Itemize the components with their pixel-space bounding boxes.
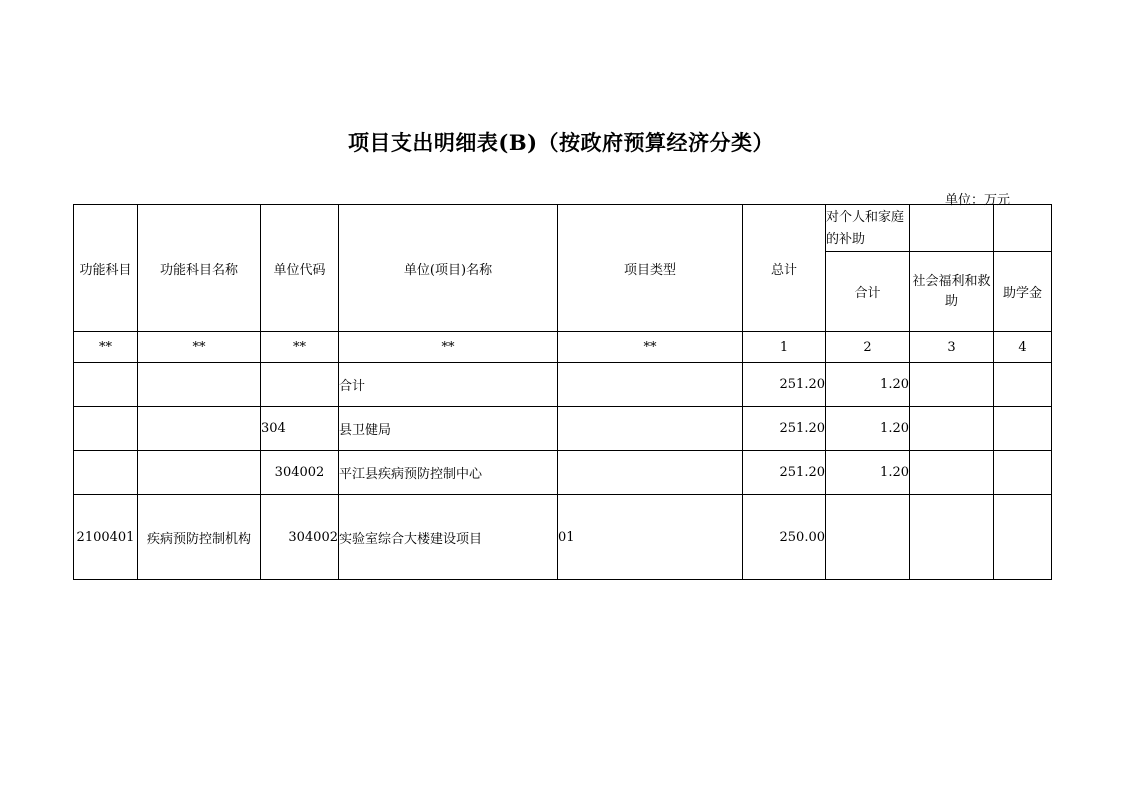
- index-cell: **: [339, 332, 558, 363]
- header-empty-cell: [994, 205, 1052, 252]
- header-social-welfare: 社会福利和救助: [910, 252, 994, 332]
- cell-func-code: [74, 363, 138, 407]
- cell-grant: [994, 451, 1052, 495]
- unit-label: 单位：万元: [945, 193, 1011, 208]
- index-cell: 1: [743, 332, 826, 363]
- header-func-name: 功能科目名称: [138, 205, 261, 332]
- table-row: [74, 363, 1052, 407]
- cell-unit-name: 县卫健局: [339, 407, 558, 451]
- cell-subtotal: 1.20: [826, 363, 910, 407]
- cell-unit-code: 304002: [261, 495, 339, 580]
- header-subtotal: 合计: [826, 252, 910, 332]
- cell-social: [910, 495, 994, 580]
- cell-total: 251.20: [743, 363, 826, 407]
- cell-func-code: 2100401: [74, 495, 138, 580]
- header-empty-cell: [910, 205, 994, 252]
- cell-subtotal: 1.20: [826, 407, 910, 451]
- cell-social: [910, 451, 994, 495]
- cell-func-name: 疾病预防控制机构: [138, 495, 261, 580]
- header-total: 总计: [743, 205, 826, 332]
- index-cell: 3: [910, 332, 994, 363]
- header-unit-code: 单位代码: [261, 205, 339, 332]
- cell-total: 251.20: [743, 407, 826, 451]
- cell-project-type: [558, 407, 743, 451]
- cell-func-code: [74, 407, 138, 451]
- header-func-code: 功能科目: [74, 205, 138, 332]
- cell-project-type: [558, 363, 743, 407]
- cell-subtotal: 1.20: [826, 451, 910, 495]
- header-grant: 助学金: [994, 252, 1052, 332]
- cell-grant: [994, 407, 1052, 451]
- index-cell: 2: [826, 332, 910, 363]
- cell-unit-name: 实验室综合大楼建设项目: [339, 495, 558, 580]
- index-cell: 4: [994, 332, 1052, 363]
- table-row: [74, 451, 1052, 495]
- cell-func-name: [138, 363, 261, 407]
- page-title: 项目支出明细表(B)（按政府预算经济分类）: [347, 130, 775, 155]
- cell-project-type: 01: [558, 495, 743, 580]
- expenditure-table: [73, 204, 1052, 580]
- cell-total: 251.20: [743, 451, 826, 495]
- index-cell: **: [261, 332, 339, 363]
- cell-unit-code: 304002: [261, 451, 339, 495]
- cell-social: [910, 407, 994, 451]
- cell-func-name: [138, 407, 261, 451]
- cell-grant: [994, 495, 1052, 580]
- cell-unit-code: [261, 363, 339, 407]
- header-group-family-subsidy: 对个人和家庭的补助: [826, 205, 910, 252]
- index-cell: **: [558, 332, 743, 363]
- cell-social: [910, 363, 994, 407]
- cell-subtotal: [826, 495, 910, 580]
- cell-total: 250.00: [743, 495, 826, 580]
- header-project-type: 项目类型: [558, 205, 743, 332]
- cell-grant: [994, 363, 1052, 407]
- cell-unit-name: 平江县疾病预防控制中心: [339, 451, 558, 495]
- table-row: [74, 407, 1052, 451]
- index-cell: **: [138, 332, 261, 363]
- cell-unit-code: 304: [261, 407, 339, 451]
- cell-func-name: [138, 451, 261, 495]
- table-row: [74, 495, 1052, 580]
- cell-unit-name: 合计: [339, 363, 558, 407]
- cell-project-type: [558, 451, 743, 495]
- index-cell: **: [74, 332, 138, 363]
- cell-func-code: [74, 451, 138, 495]
- header-unit-name: 单位(项目)名称: [339, 205, 558, 332]
